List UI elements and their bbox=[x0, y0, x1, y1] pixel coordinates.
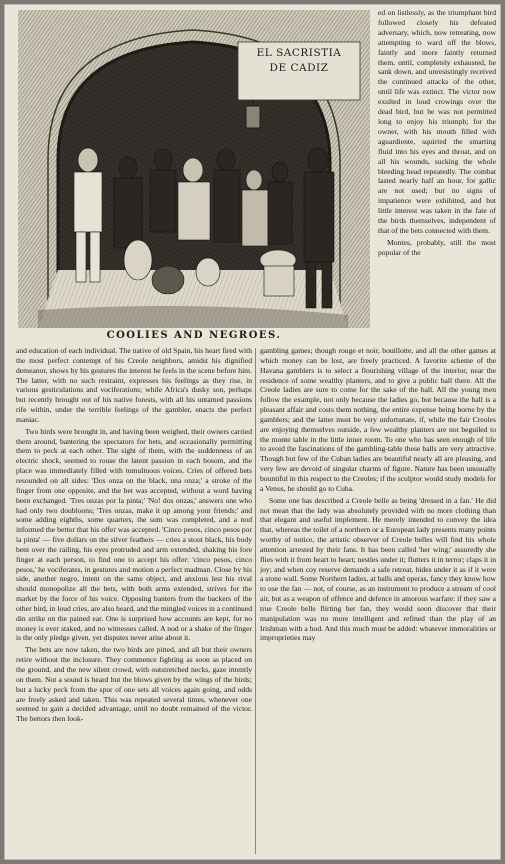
paragraph: The bets are now taken, the two birds are pitted, and all but their owners retire without the inclosure. They commence fighting as soon as placed on the ground, and the new silent crowd, with outstretched necks, gaze intently on them. Not a sound is heard but the blows given by the wings of the birds; but a lucky peck from the spur of one sets all voices again going, and odds are freely asked and taken. This was repeated several times, whenever one seemed to gain a decided advantage, until no doubt remained of the victor. The bettors then look- bbox=[16, 645, 252, 724]
illustration-caption: COOLIES AND NEGROES. bbox=[106, 330, 282, 341]
sign-line-2: DE CADIZ bbox=[269, 62, 329, 74]
paragraph: Two birds were brought in, and having been weighed, their owners carried them around, bantering the spectators for bets, and occasionally permitting them to peck at each other. The sight of them, with the suddenness of an electric shock, seemed to rouse the latent passion in each bosom, and the place was immediately filled with tumultuous voices. Cries of offered bets resounded on all sides: 'Dos onza on the black, una onza;' a stroke of the finger from one opposite, and the bet was accepted, without a word having been exchanged. 'Tres onzas por la pinta;' 'No! dos onzas,' answers one who had only two doubloons; 'Tres onzas, make it up among your friends;' and some adding eighths, some quarters, the sum was completed, and a nod informed the bettor that his offer was accepted. 'Cinco pesos, cinco pesos por la pinta' — five dollars on the silver feathers — cries a stout black, his body bent over the railing, his eyes protruded and arm extended, shaking his fore finger at each person, to find one to accept his offer: 'cinco pesos, cinco pesos,' he vociferates, in gestures and motion a perfect madman. Close by his side, another negro, intent on the same object, and anxious lest his rival should monopolize all the bets, with both arms extended, strives for the market by the force of his voice. Opposing banters from the backers of the other bird, in loud cries, are also heard, and the mingled voices in a continued din strike on the pained ear. One is surprised how accounts are kept, for no money is ever staked, and no witnesses called. A nod or a shake of the finger is the only pledge given, yet disputes never arise about it. bbox=[16, 426, 252, 643]
sign-text bbox=[240, 46, 358, 98]
paragraph: ed on listlessly, as the triumphant bird followed closely his defeated adversary, which, now retreating, now attempting to ward off the blows, faintly and more faintly returned them, until, completely exhausted, he sank down, and unresistingly received the continued attacks of the other, until life was extinct. The victor now exulted in loud crowings over the dead bird, but he was not permitted long to enjoy his triumph; for the owner, with his mouth filled with aguardiente, squirted the smarting fluid into his eyes and throat, and on all his wounds, sucking the whole bleeding head repeatedly. The combat lasted nearly half an hour, for gallic are not used; but no signs of impatience were exhibited, and but little interest was taken in the fate of the birds themselves, independent of that of the bets connected with them. bbox=[378, 8, 496, 235]
paragraph: Some one has described a Creole belle as being 'dressed in a fan.' He did not mean that the lady was absolutely provided with no more clothing than that elegant and useful implement. He merely intended to convey the idea that, whereas the toilet of a northern or a European lady presents many points worthy of notice, the artistic observer of Creole belles will find his whole attention arrested by their fans. It has been called 'her wing;' assuredly she flies with it from heart to heart; nestles under it; flutters it in terror; claps it in joy; and when coy reserve demands a safe retreat, hides under it as if it were a stone wall. Some Northern ladies, at balls and operas, fancy they know how to use the fan — not, of course, as an instrument to produce a stream of cool air, but as a weapon of offence and defence in amorous warfare: if they saw a true Creole belle flirting her fan, they would soon discover that their manipulation was no more intelligent and refined than the play of an Irishman with a hod. And this much must be added: whatever immoralities or improprieties may bbox=[260, 495, 496, 643]
column-top-right bbox=[378, 8, 496, 342]
engraving-illustration bbox=[18, 10, 370, 328]
paragraph: Montes, probably, still the most popular of the bbox=[378, 237, 496, 257]
column-left bbox=[16, 346, 252, 854]
sign-line-1: EL SACRISTIA bbox=[256, 47, 342, 59]
paragraph: and education of each individual. The native of old Spain, his heart fired with the most perfect contempt of his Creole neighbors, amidst his dignified demeanor, shows by his gestures the interest he feels in the scene before him. The latter, with no such restraint, expresses his feelings as they rise, in various gesticulations and vociferations; while Africa's dusky son, perhaps but recently brought out of his native forests, with all his untamed passions rife within, under the terrible feelings of the gambler, enacts the perfect maniac. bbox=[16, 346, 252, 424]
column-divider bbox=[255, 348, 256, 854]
newspaper-page bbox=[4, 4, 501, 860]
column-right bbox=[260, 346, 496, 854]
paragraph: gambling games; though rouge et noir, bouillotte, and all the other games at which money can be lost, are freely practiced. A favorite scheme of the Havana gamblers is to select a flourishing village of the interior, near the residence of some wealthy planters, and to give a public ball there. All the Creole ladies are sure to come for the sake of the ball. All the young men follow the example, not only because the ladies go, but because the ball is a pleasant affair and costs them nothing, the entire expense being borne by the gamblers; and the latter must be very unfortunate, if, while the fair Creoles are enjoying themselves outside, a few wealthy planters are not beguiled to the monte table in the little inner room. To one who has seen enough of life to avoid the fascinations of the gambling-table these balls are very attractive. Though but few of the Cuban ladies are beautiful nearly all are pleasing, and very few are devoid of singular charms of figure. Nature has been unusually bountiful in this respect to the Creoles; if the sculptor would study models for a Venus, he should go to Cuba. bbox=[260, 346, 496, 493]
